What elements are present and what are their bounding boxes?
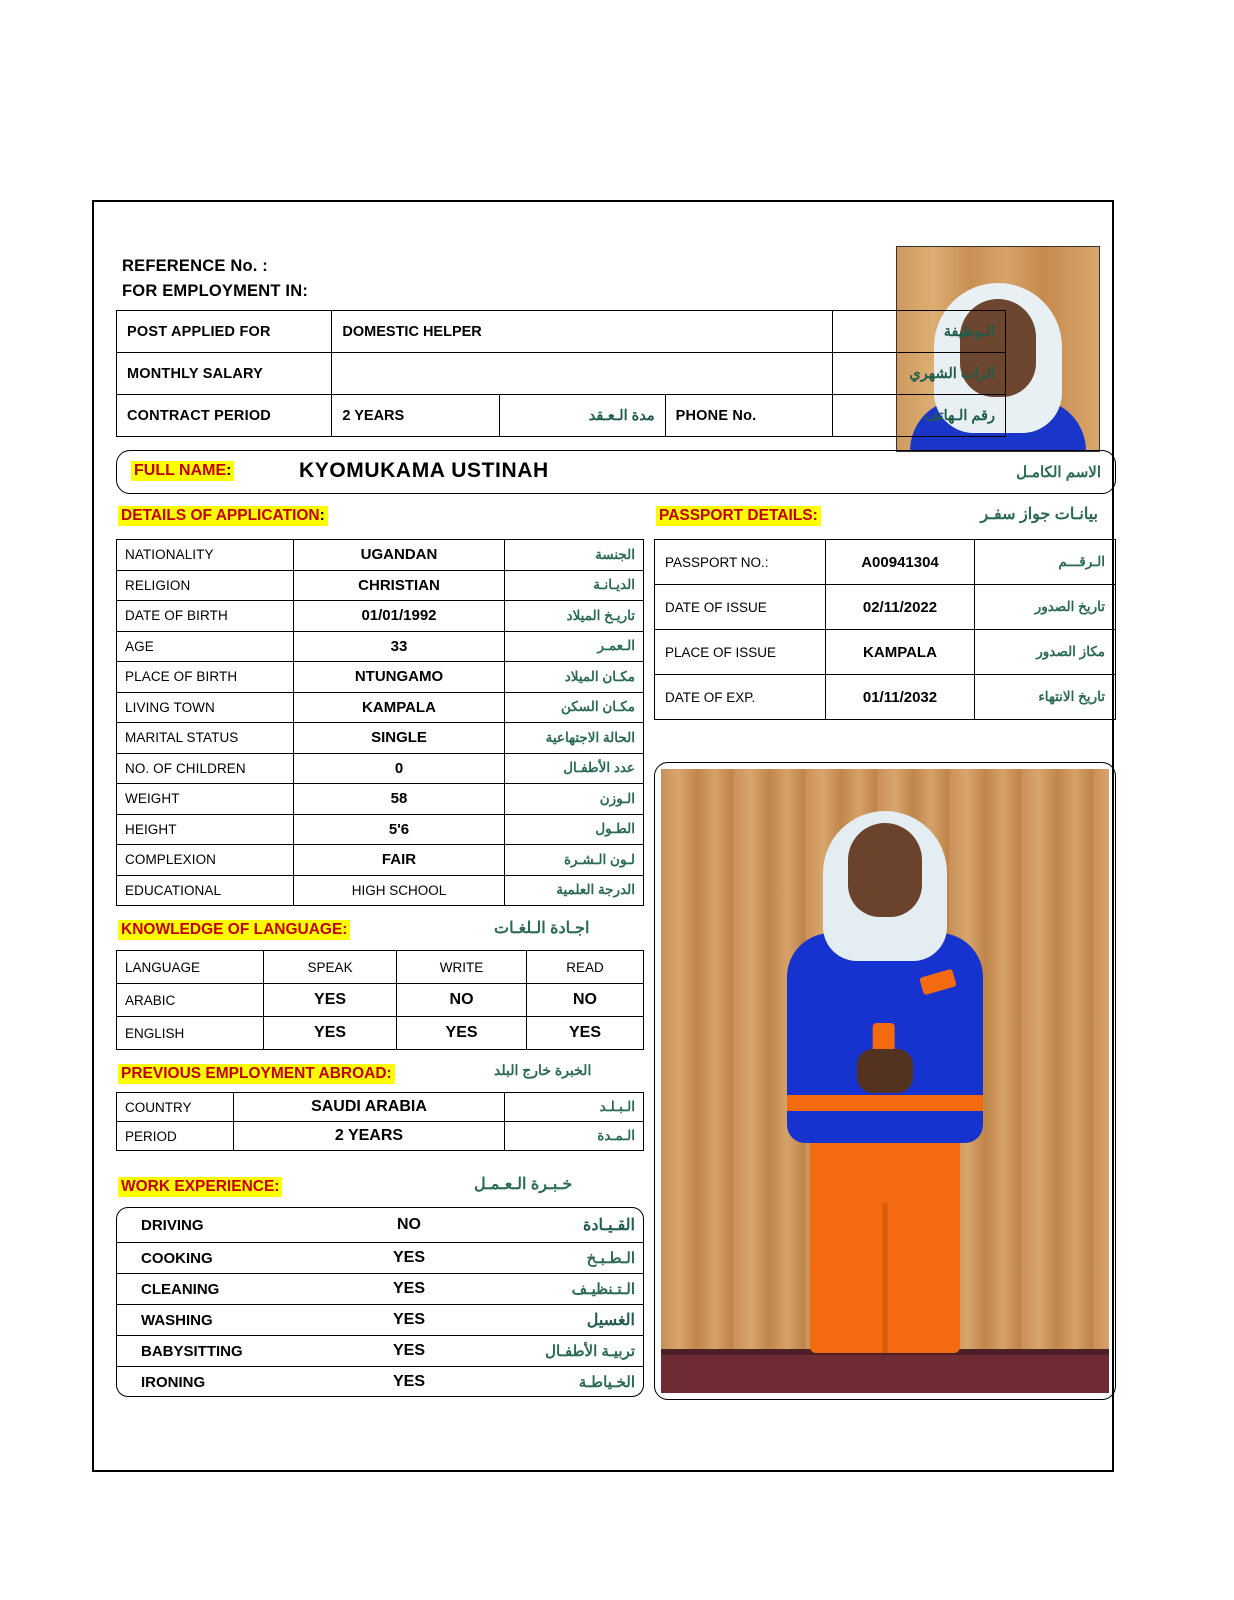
- cv-document: [92, 200, 1114, 1472]
- table-row: [655, 540, 1116, 585]
- table-row: [117, 1243, 643, 1274]
- table-row: [117, 1305, 643, 1336]
- prev-value: 2 YEARS: [234, 1122, 505, 1151]
- passport-details-table: [654, 539, 1116, 720]
- detail-value: KAMPALA: [294, 692, 505, 723]
- work-arabic: الخـياطـة: [578, 1374, 635, 1391]
- lang-speak: YES: [264, 1017, 397, 1050]
- detail-arabic: الديـانـة: [505, 570, 644, 601]
- detail-key: HEIGHT: [117, 814, 294, 845]
- details-of-application-table: [116, 539, 644, 906]
- lang-read: YES: [526, 1017, 643, 1050]
- prev-key: COUNTRY: [117, 1093, 234, 1122]
- work-value: YES: [331, 1336, 487, 1367]
- detail-key: RELIGION: [117, 570, 294, 601]
- detail-key: AGE: [117, 631, 294, 662]
- detail-value: 01/01/1992: [294, 601, 505, 632]
- contract-period-label: CONTRACT PERIOD: [117, 395, 332, 437]
- table-row: [117, 353, 1006, 395]
- full-name-label: FULL NAME:: [131, 461, 234, 481]
- photo-face: [848, 823, 922, 917]
- work-key: COOKING: [117, 1243, 331, 1274]
- detail-key: MARITAL STATUS: [117, 723, 294, 754]
- table-row: [117, 540, 644, 571]
- employment-in-label: FOR EMPLOYMENT IN:: [122, 282, 309, 300]
- passport-key: PASSPORT NO.:: [655, 540, 826, 585]
- work-key: CLEANING: [117, 1274, 331, 1305]
- lang-name: ENGLISH: [117, 1017, 264, 1050]
- table-row: [117, 753, 644, 784]
- detail-key: NATIONALITY: [117, 540, 294, 571]
- passport-arabic: الـرقـــم: [975, 540, 1116, 585]
- detail-key: PLACE OF BIRTH: [117, 662, 294, 693]
- knowledge-of-language-arabic: اجـادة الـلغـات: [494, 920, 590, 937]
- table-row: [117, 1367, 643, 1398]
- table-row: [117, 395, 1006, 437]
- contract-period-value: 2 YEARS: [332, 395, 500, 437]
- work-value: YES: [331, 1274, 487, 1305]
- work-experience-box: [116, 1207, 644, 1397]
- passport-details-arabic: بيانـات جواز سفـر: [980, 506, 1098, 523]
- detail-arabic: الدرجة العلمية: [505, 875, 644, 906]
- work-arabic: الـتـنظيـف: [487, 1274, 643, 1305]
- work-value: YES: [392, 1373, 425, 1390]
- detail-arabic: الحالة الاجتهاعية: [505, 723, 644, 754]
- passport-key: DATE OF ISSUE: [655, 585, 826, 630]
- lang-header-write: WRITE: [397, 951, 527, 984]
- work-value: YES: [331, 1305, 487, 1336]
- passport-key: PLACE OF ISSUE: [655, 630, 826, 675]
- previous-employment-heading: PREVIOUS EMPLOYMENT ABROAD:: [118, 1064, 395, 1084]
- work-arabic: القـيـادة: [487, 1208, 643, 1243]
- table-row: [117, 723, 644, 754]
- passport-arabic: تاريخ الانتهاء: [975, 675, 1116, 720]
- prev-key: PERIOD: [117, 1122, 234, 1151]
- reference-block: [122, 254, 308, 304]
- previous-employment-table: [116, 1092, 644, 1151]
- lang-speak: YES: [264, 984, 397, 1017]
- detail-value: 0: [294, 753, 505, 784]
- detail-key: COMPLEXION: [117, 845, 294, 876]
- table-row: [117, 631, 644, 662]
- table-row: [655, 585, 1116, 630]
- table-row: [117, 311, 1006, 353]
- photo-belt: [787, 1095, 983, 1111]
- detail-value: NTUNGAMO: [294, 662, 505, 693]
- work-experience-table: [117, 1208, 643, 1397]
- table-row: [117, 662, 644, 693]
- post-applied-value: DOMESTIC HELPER: [332, 311, 833, 353]
- full-name-value: KYOMUKAMA USTINAH: [299, 459, 549, 482]
- detail-arabic: مكـان السكن: [505, 692, 644, 723]
- detail-value: FAIR: [294, 845, 505, 876]
- passport-value: A00941304: [826, 540, 975, 585]
- full-name-bar: [116, 450, 1116, 494]
- work-arabic: الغسيل: [487, 1305, 643, 1336]
- table-row: [117, 814, 644, 845]
- work-arabic: تربيـة الأطفـال: [487, 1336, 643, 1367]
- work-value: NO: [331, 1208, 487, 1243]
- detail-arabic: الـوزن: [505, 784, 644, 815]
- passport-arabic: تاريخ الصدور: [975, 585, 1116, 630]
- reference-no-label: REFERENCE No. :: [122, 257, 269, 275]
- post-applied-label: POST APPLIED FOR: [117, 311, 332, 353]
- work-key: DRIVING: [117, 1208, 331, 1243]
- knowledge-of-language-heading: KNOWLEDGE OF LANGUAGE:: [118, 920, 350, 940]
- detail-value: 58: [294, 784, 505, 815]
- passport-value: KAMPALA: [826, 630, 975, 675]
- previous-employment-arabic: الخبرة خارج البلد: [494, 1062, 592, 1078]
- table-row: [117, 1208, 643, 1243]
- photo-leg-split: [883, 1203, 888, 1353]
- full-body-photo-inner: [661, 769, 1109, 1393]
- table-row: [117, 1093, 644, 1122]
- monthly-salary-value: [332, 353, 833, 395]
- phone-no-arabic: رقم الـهاتف: [833, 395, 1006, 437]
- detail-value: SINGLE: [294, 723, 505, 754]
- detail-arabic: عدد الأطفـال: [505, 753, 644, 784]
- lang-write: YES: [397, 1017, 527, 1050]
- lang-header-read: READ: [526, 951, 643, 984]
- table-row: [655, 675, 1116, 720]
- lang-read: NO: [526, 984, 643, 1017]
- detail-arabic: الجنسة: [505, 540, 644, 571]
- details-of-application-heading: DETAILS OF APPLICATION:: [118, 506, 328, 526]
- applicant-full-body-photo: [654, 762, 1116, 1400]
- monthly-salary-arabic: الرات الشهري: [833, 353, 1006, 395]
- work-value: YES: [331, 1243, 487, 1274]
- contract-period-arabic: مدة الـعـقد: [500, 395, 665, 437]
- passport-details-heading: PASSPORT DETAILS:: [656, 506, 821, 526]
- detail-key: NO. OF CHILDREN: [117, 753, 294, 784]
- table-row: [117, 875, 644, 906]
- work-experience-arabic: خـبـرة الـعـمـل: [474, 1176, 573, 1193]
- table-row: [117, 1122, 644, 1151]
- full-name-arabic: الاسم الكامـل: [1016, 464, 1101, 481]
- detail-arabic: الطـول: [505, 814, 644, 845]
- table-row: [117, 692, 644, 723]
- detail-value: HIGH SCHOOL: [294, 875, 505, 906]
- detail-value: 5'6: [294, 814, 505, 845]
- monthly-salary-label: MONTHLY SALARY: [117, 353, 332, 395]
- passport-arabic: مكاز الصدور: [975, 630, 1116, 675]
- detail-key: WEIGHT: [117, 784, 294, 815]
- prev-arabic: الـمـدة: [505, 1122, 644, 1151]
- passport-value: 01/11/2032: [826, 675, 975, 720]
- lang-header-language: LANGUAGE: [117, 951, 264, 984]
- detail-arabic: تاريـخ الميلاد: [505, 601, 644, 632]
- prev-value: SAUDI ARABIA: [234, 1093, 505, 1122]
- detail-arabic: مكـان الميلاد: [505, 662, 644, 693]
- work-key: IRONING: [141, 1373, 206, 1391]
- lang-header-speak: SPEAK: [264, 951, 397, 984]
- detail-arabic: الـعمـر: [505, 631, 644, 662]
- detail-value: UGANDAN: [294, 540, 505, 571]
- table-row: [117, 1336, 643, 1367]
- employment-terms-table: [116, 310, 1006, 437]
- work-experience-heading: WORK EXPERIENCE:: [118, 1177, 282, 1197]
- table-row: [117, 784, 644, 815]
- detail-value: CHRISTIAN: [294, 570, 505, 601]
- detail-key: LIVING TOWN: [117, 692, 294, 723]
- table-row: [117, 1274, 643, 1305]
- prev-arabic: الـبـلـد: [505, 1093, 644, 1122]
- photo-floor: [661, 1355, 1109, 1393]
- table-row: [117, 601, 644, 632]
- work-arabic: الـطـبـخ: [487, 1243, 643, 1274]
- lang-name: ARABIC: [117, 984, 264, 1017]
- phone-no-label: PHONE No.: [665, 395, 833, 437]
- work-key: BABYSITTING: [117, 1336, 331, 1367]
- detail-key: EDUCATIONAL: [117, 875, 294, 906]
- table-row: [117, 951, 644, 984]
- language-table: [116, 950, 644, 1050]
- passport-value: 02/11/2022: [826, 585, 975, 630]
- table-row: [117, 845, 644, 876]
- post-applied-arabic: الـوظيفة: [833, 311, 1006, 353]
- table-row: [117, 1017, 644, 1050]
- passport-key: DATE OF EXP.: [655, 675, 826, 720]
- table-row: [655, 630, 1116, 675]
- table-row: [117, 984, 644, 1017]
- work-key: WASHING: [117, 1305, 331, 1336]
- detail-value: 33: [294, 631, 505, 662]
- lang-write: NO: [397, 984, 527, 1017]
- photo-hands: [857, 1049, 913, 1093]
- detail-key: DATE OF BIRTH: [117, 601, 294, 632]
- table-row: [117, 570, 644, 601]
- detail-arabic: لـون الـشـرة: [505, 845, 644, 876]
